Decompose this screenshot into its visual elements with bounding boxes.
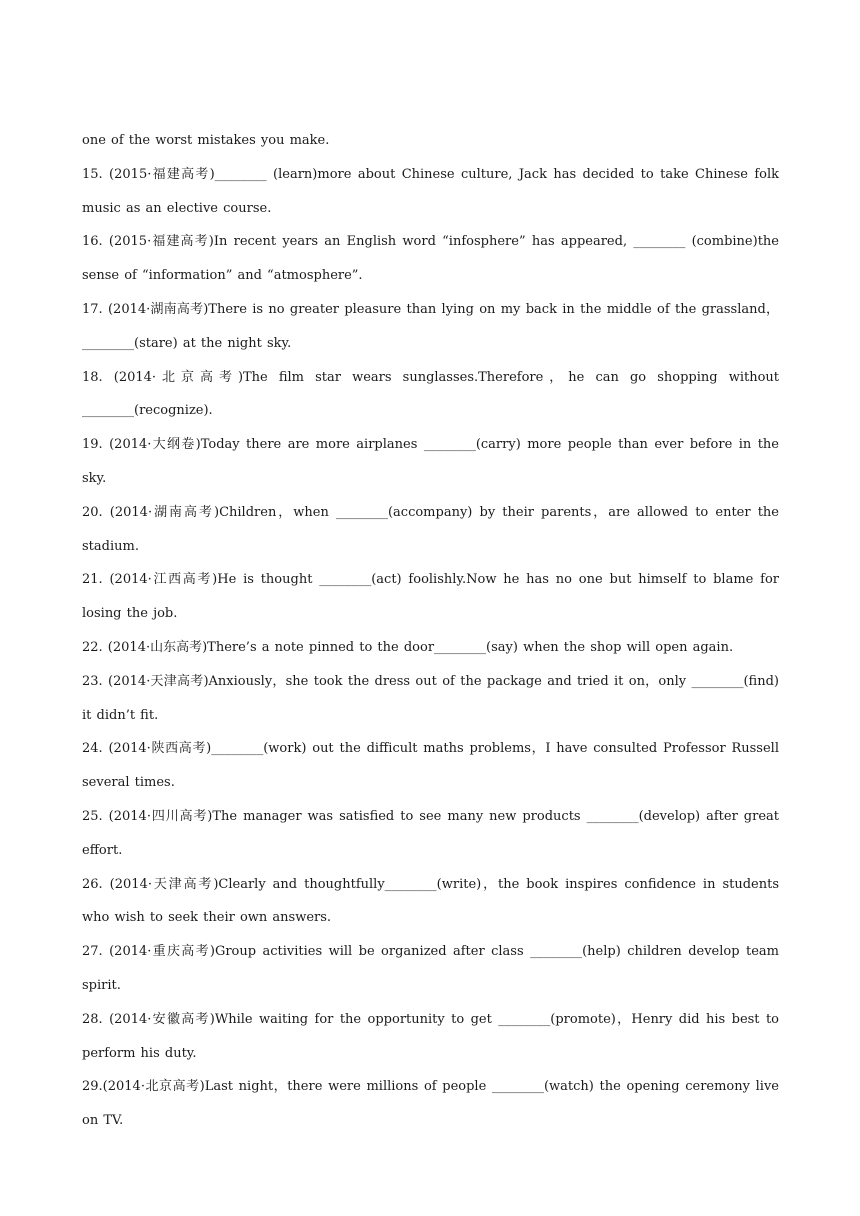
exercise-25: 25. (2014·四川高考)The manager was satisfied to see many new products ________(develop) after great effort. xyxy=(82,808,779,858)
exercise-24: 24. (2014·陕西高考)________(work) out the difficult maths problems，I have consulted Professor Russell several times. xyxy=(82,741,779,791)
exercise-16: 16. (2015·福建高考)In recent years an English word “infosphere” has appeared, ________ (combine)the sense of “information” and “atmosphere”. xyxy=(82,234,779,284)
exercise-15: 15. (2015·福建高考)________ (learn)more about Chinese culture, Jack has decided to take Chinese folk music as an elective course. xyxy=(82,166,779,216)
exercise-19: 19. (2014·大纲卷)Today there are more airplanes ________(carry) more people than ever before in the sky. xyxy=(82,437,779,486)
exercise-18: 18. (2014·北京高考)The film star wears sunglasses.Therefore，he can go shopping without ________(recognize). xyxy=(82,369,779,419)
exercise-continuation: one of the worst mistakes you make. xyxy=(82,133,330,148)
exercise-17: 17. (2014·湖南高考)There is no greater pleasure than lying on my back in the middle of the grassland，________(stare) at the night sky. xyxy=(82,301,779,351)
exercise-29: 29.(2014·北京高考)Last night，there were millions of people ________(watch) the opening ceremony live on TV. xyxy=(82,1079,779,1129)
exercise-20: 20. (2014·湖南高考)Children，when ________(accompany) by their parents，are allowed to enter the stadium. xyxy=(82,504,779,554)
exercise-26: 26. (2014·天津高考)Clearly and thoughtfully________(write)，the book inspires confidence in students who wish to seek their own answers. xyxy=(82,876,779,926)
exercise-27: 27. (2014·重庆高考)Group activities will be organized after class ________(help) children develop team spirit. xyxy=(82,944,779,993)
exercise-28: 28. (2014·安徽高考)While waiting for the opportunity to get ________(promote)，Henry did his best to perform his duty. xyxy=(82,1011,779,1061)
exercise-23: 23. (2014·天津高考)Anxiously，she took the dress out of the package and tried it on，only ________(find) it didn’t fit. xyxy=(82,673,779,723)
exercise-21: 21. (2014·江西高考)He is thought ________(act) foolishly.Now he has no one but himself to blame for losing the job. xyxy=(82,572,779,622)
exercise-22: 22. (2014·山东高考)There’s a note pinned to the door________(say) when the shop will open again. xyxy=(82,639,734,655)
exercise-list xyxy=(82,124,779,1138)
